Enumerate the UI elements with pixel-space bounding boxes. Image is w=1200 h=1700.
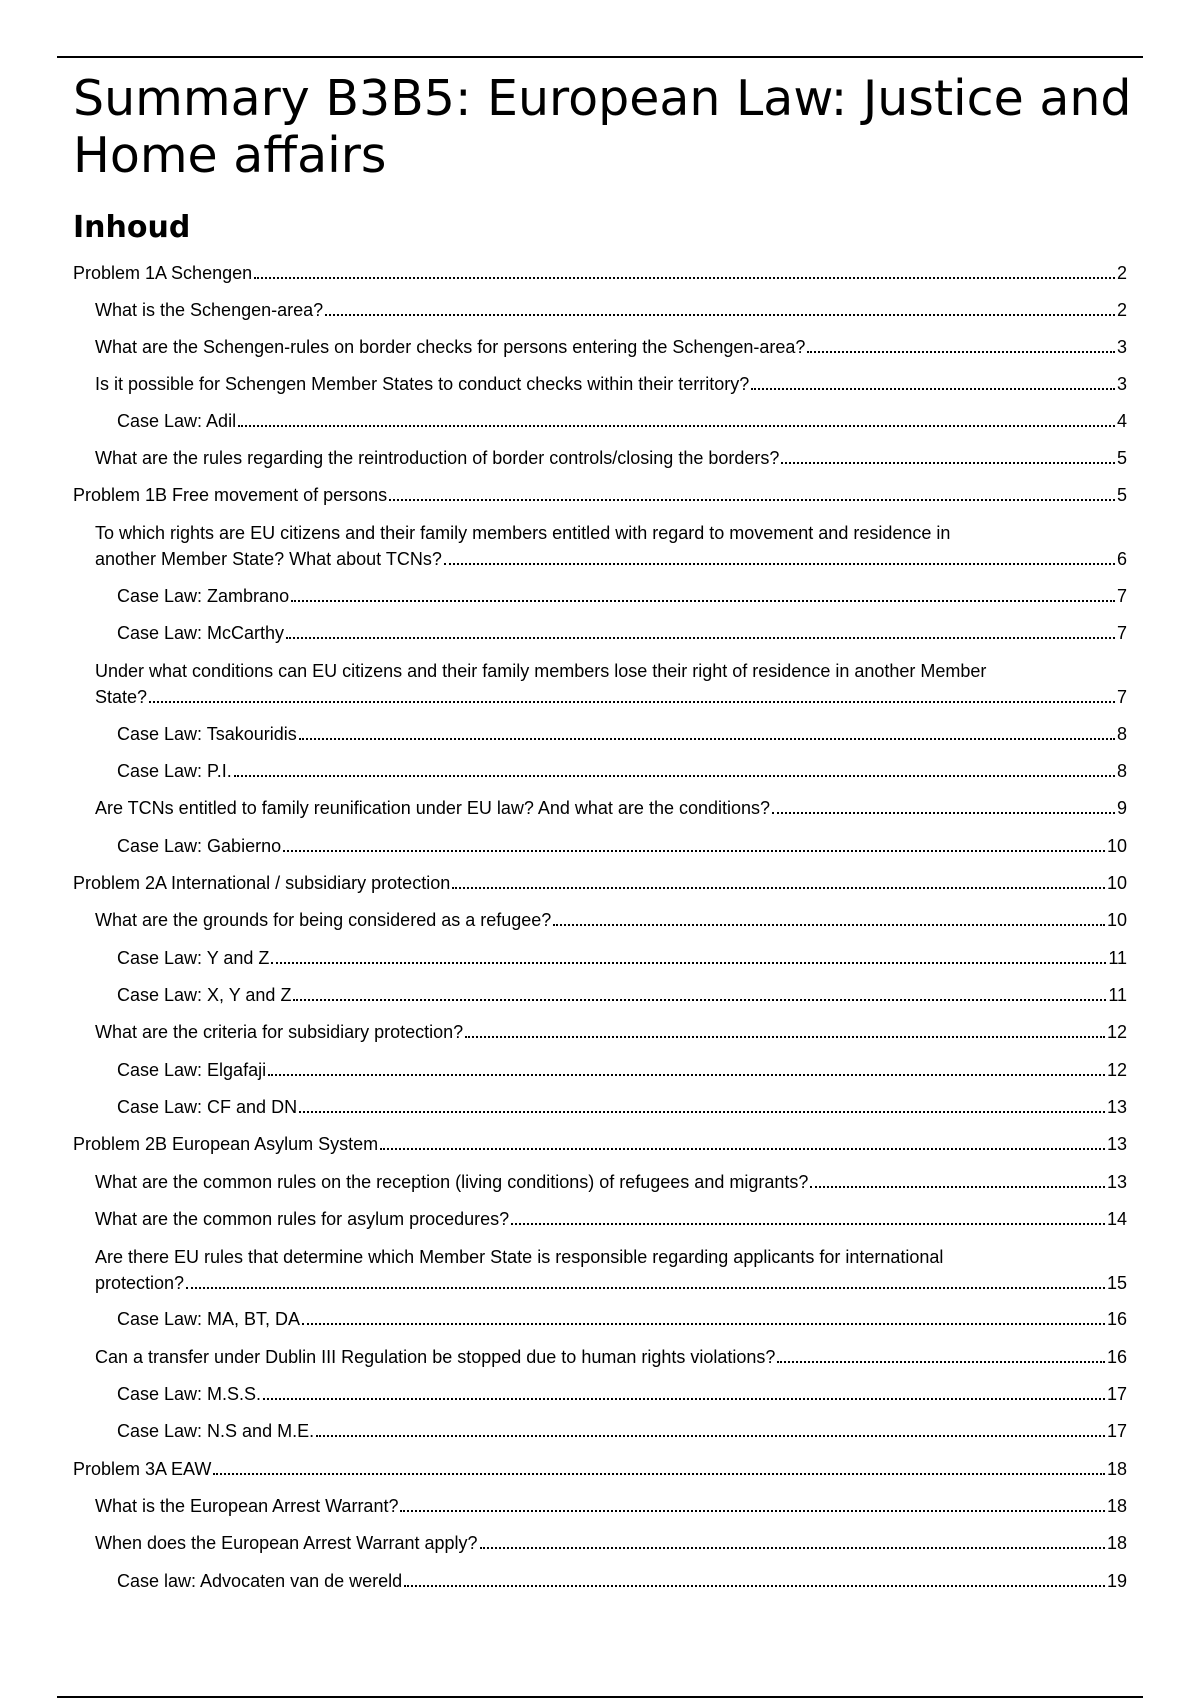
- toc-dot-leader: [781, 462, 1115, 464]
- toc-dot-leader: [400, 1510, 1105, 1512]
- toc-entry-text: Case Law: Adil: [117, 411, 237, 431]
- toc-page-number: 13: [1106, 1172, 1127, 1192]
- toc-entry-text: Case Law: P.I.: [117, 761, 232, 781]
- top-rule: [57, 56, 1143, 58]
- toc-page-number: 9: [1116, 798, 1127, 818]
- toc-entry-text: Case Law: Zambrano: [117, 586, 290, 606]
- toc-page-number: 11: [1108, 985, 1127, 1005]
- toc-dot-leader: [465, 1036, 1105, 1038]
- toc-entry-text: Is it possible for Schengen Member States to conduct checks within their territory?: [95, 374, 750, 394]
- toc-page-number: 14: [1106, 1209, 1127, 1229]
- toc-page-number: 18: [1106, 1496, 1127, 1516]
- toc-page-number: 10: [1106, 873, 1127, 893]
- toc-entry[interactable]: [95, 1344, 1127, 1370]
- toc-entry[interactable]: [73, 260, 1127, 286]
- toc-page-number: 12: [1106, 1060, 1127, 1080]
- toc-dot-leader: [268, 1074, 1105, 1076]
- toc-page-number: 11: [1108, 948, 1127, 968]
- toc-dot-leader: [751, 388, 1115, 390]
- toc-heading: Inhoud: [73, 210, 191, 245]
- toc-entry[interactable]: [73, 1131, 1127, 1157]
- toc-entry[interactable]: [95, 1206, 1127, 1232]
- toc-entry[interactable]: [95, 1530, 1127, 1556]
- toc-dot-leader: [380, 1148, 1105, 1150]
- toc-entry-text: What are the common rules for asylum procedures?: [95, 1209, 510, 1229]
- toc-entry-text: What are the criteria for subsidiary protection?: [95, 1022, 464, 1042]
- toc-entry-text: State?: [95, 687, 148, 707]
- toc-dot-leader: [772, 812, 1115, 814]
- toc-page-number: 10: [1106, 836, 1127, 856]
- toc-dot-leader: [271, 962, 1106, 964]
- toc-entry-text: Case Law: M.S.S.: [117, 1384, 262, 1404]
- toc-entry-text: Problem 1A Schengen: [73, 263, 253, 283]
- toc-page-number: 5: [1116, 448, 1127, 468]
- toc-entry-text-line1: Are there EU rules that determine which Member State is responsible regarding applicants for international: [95, 1247, 944, 1267]
- toc-entry[interactable]: [117, 1057, 1127, 1083]
- toc-entry-text: What are the rules regarding the reintroduction of border controls/closing the borders?: [95, 448, 780, 468]
- document-title: Summary B3B5: European Law: Justice and Home affairs: [73, 70, 1132, 184]
- toc-entry[interactable]: [73, 870, 1127, 896]
- toc-entry-text: What is the European Arrest Warrant?: [95, 1496, 399, 1516]
- toc-entry-text: Case Law: Gabierno: [117, 836, 282, 856]
- toc-dot-leader: [238, 425, 1115, 427]
- toc-entry-text: Case Law: X, Y and Z: [117, 985, 292, 1005]
- toc-dot-leader: [234, 775, 1115, 777]
- toc-page-number: 13: [1106, 1097, 1127, 1117]
- toc-page-number: 15: [1106, 1273, 1127, 1293]
- toc-entry-text: Case Law: Tsakouridis: [117, 724, 297, 744]
- toc-entry[interactable]: [95, 1493, 1127, 1519]
- toc-entry[interactable]: [117, 408, 1127, 434]
- toc-dot-leader: [283, 850, 1105, 852]
- toc-entry[interactable]: [117, 721, 1127, 747]
- toc-entry[interactable]: [95, 520, 1127, 572]
- toc-dot-leader: [553, 924, 1105, 926]
- toc-entry-text: Case Law: McCarthy: [117, 623, 285, 643]
- toc-entry[interactable]: [117, 583, 1127, 609]
- toc-dot-leader: [186, 1287, 1105, 1289]
- toc-page-number: 8: [1116, 724, 1127, 744]
- toc-dot-leader: [480, 1547, 1105, 1549]
- toc-entry[interactable]: [95, 334, 1127, 360]
- toc-page-number: 19: [1106, 1571, 1127, 1591]
- toc-dot-leader: [444, 563, 1115, 565]
- toc-entry-text: protection?: [95, 1273, 185, 1293]
- toc-page-number: 12: [1106, 1022, 1127, 1042]
- toc-entry[interactable]: [95, 445, 1127, 471]
- toc-entry[interactable]: [95, 658, 1127, 710]
- toc-dot-leader: [316, 1435, 1105, 1437]
- toc-entry-text: Are TCNs entitled to family reunification under EU law? And what are the conditions?: [95, 798, 771, 818]
- toc-entry-text: Case law: Advocaten van de wereld: [117, 1571, 403, 1591]
- toc-dot-leader: [807, 351, 1115, 353]
- toc-entry[interactable]: [95, 795, 1127, 821]
- toc-entry-text: Problem 1B Free movement of persons: [73, 485, 388, 505]
- toc-entry-text-line1: To which rights are EU citizens and their family members entitled with regard to movement and residence in: [95, 523, 951, 543]
- toc-entry-text: Case Law: Y and Z: [117, 948, 270, 968]
- toc-entry[interactable]: [117, 1306, 1127, 1332]
- toc-entry[interactable]: [73, 482, 1127, 508]
- toc-entry[interactable]: [117, 982, 1127, 1008]
- toc-entry-text: What is the Schengen-area?: [95, 300, 324, 320]
- toc-dot-leader: [777, 1361, 1105, 1363]
- toc-dot-leader: [149, 701, 1115, 703]
- toc-dot-leader: [263, 1398, 1105, 1400]
- toc-entry-text: Problem 3A EAW: [73, 1459, 212, 1479]
- toc-page-number: 16: [1106, 1309, 1127, 1329]
- toc-page-number: 2: [1116, 300, 1127, 320]
- toc-dot-leader: [404, 1585, 1105, 1587]
- toc-page-number: 17: [1106, 1421, 1127, 1441]
- toc-dot-leader: [291, 600, 1115, 602]
- toc-page-number: 7: [1116, 623, 1127, 643]
- toc-entry[interactable]: [117, 1418, 1127, 1444]
- toc-page-number: 17: [1106, 1384, 1127, 1404]
- toc-entry-text: When does the European Arrest Warrant apply?: [95, 1533, 478, 1553]
- toc-entry-text: What are the grounds for being considered as a refugee?: [95, 910, 552, 930]
- toc-dot-leader: [389, 499, 1115, 501]
- toc-entry[interactable]: [95, 1244, 1127, 1296]
- toc-dot-leader: [293, 999, 1106, 1001]
- toc-page-number: 18: [1106, 1533, 1127, 1553]
- toc-dot-leader: [511, 1223, 1105, 1225]
- toc-page-number: 3: [1116, 337, 1127, 357]
- bottom-rule: [57, 1696, 1143, 1698]
- toc-dot-leader: [810, 1186, 1105, 1188]
- toc-entry[interactable]: [117, 1568, 1127, 1594]
- toc-dot-leader: [302, 1323, 1105, 1325]
- toc-entry[interactable]: [117, 945, 1127, 971]
- toc-page-number: 7: [1116, 687, 1127, 707]
- toc-page-number: 7: [1116, 586, 1127, 606]
- toc-entry[interactable]: [95, 1019, 1127, 1045]
- toc-entry-text: Case Law: CF and DN: [117, 1097, 298, 1117]
- toc-dot-leader: [325, 314, 1115, 316]
- toc-page-number: 13: [1106, 1134, 1127, 1154]
- toc-entry-text: Case Law: N.S and M.E.: [117, 1421, 315, 1441]
- toc-entry-text: another Member State? What about TCNs?: [95, 549, 442, 569]
- toc-page-number: 18: [1106, 1459, 1127, 1479]
- toc-page-number: 10: [1106, 910, 1127, 930]
- toc-page-number: 3: [1116, 374, 1127, 394]
- toc-entry-text: Case Law: MA, BT, DA: [117, 1309, 301, 1329]
- toc-page-number: 4: [1116, 411, 1127, 431]
- toc-dot-leader: [254, 277, 1115, 279]
- toc-dot-leader: [299, 1111, 1105, 1113]
- toc-entry[interactable]: [117, 1381, 1127, 1407]
- toc-dot-leader: [213, 1473, 1105, 1475]
- toc-page-number: 8: [1116, 761, 1127, 781]
- toc-entry[interactable]: [117, 758, 1127, 784]
- toc-entry-text-line1: Under what conditions can EU citizens and their family members lose their right of residence in another Member: [95, 661, 987, 681]
- toc-entry[interactable]: [95, 1169, 1127, 1195]
- toc-entry[interactable]: [95, 297, 1127, 323]
- toc-entry-text: Problem 2A International / subsidiary protection: [73, 873, 451, 893]
- toc-entry-text: Case Law: Elgafaji: [117, 1060, 267, 1080]
- toc-entry[interactable]: [95, 907, 1127, 933]
- toc-entry[interactable]: [117, 1094, 1127, 1120]
- toc-dot-leader: [299, 738, 1115, 740]
- toc-page-number: 2: [1116, 263, 1127, 283]
- toc-entry-text: Problem 2B European Asylum System: [73, 1134, 379, 1154]
- toc-entry[interactable]: [117, 833, 1127, 859]
- toc-entry[interactable]: [95, 371, 1127, 397]
- toc-page-number: 5: [1116, 485, 1127, 505]
- toc-dot-leader: [286, 637, 1115, 639]
- toc-page-number: 6: [1116, 549, 1127, 569]
- toc-page-number: 16: [1106, 1347, 1127, 1367]
- toc-entry[interactable]: [73, 1456, 1127, 1482]
- toc-dot-leader: [452, 887, 1105, 889]
- toc-entry-text: What are the Schengen-rules on border checks for persons entering the Schengen-area?: [95, 337, 806, 357]
- toc-entry-text: Can a transfer under Dublin III Regulation be stopped due to human rights violations?: [95, 1347, 776, 1367]
- toc-entry-text: What are the common rules on the reception (living conditions) of refugees and migrants?: [95, 1172, 809, 1192]
- toc-entry[interactable]: [117, 620, 1127, 646]
